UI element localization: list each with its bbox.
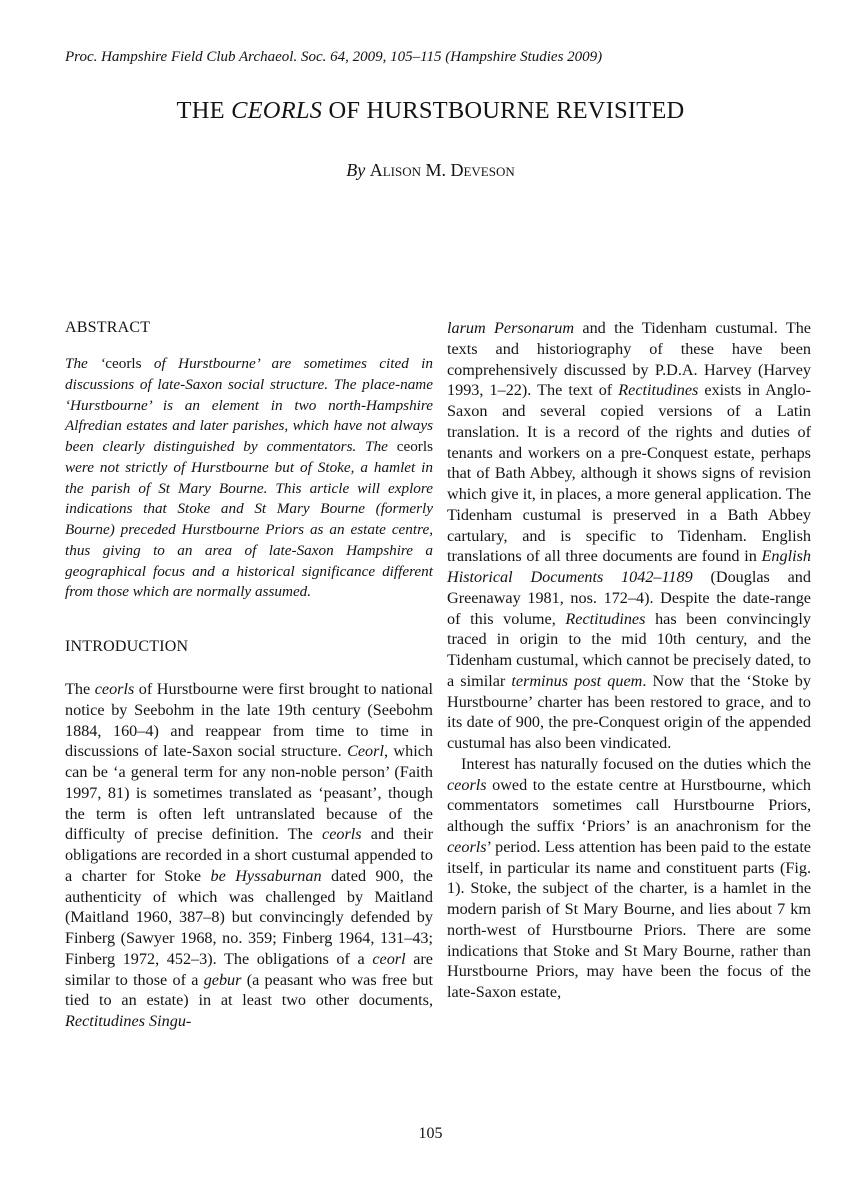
author-name: Alison M. Deveson [369,160,515,180]
p2-text: Interest has naturally focused on the duties which the [461,754,811,773]
p1-italic: terminus post quem [511,671,643,690]
introduction-paragraph-2 [447,754,811,1003]
p1-italic: Rectitudines [618,381,699,400]
p1-text: dated 900, the authenticity of which was challenged by Maitland (Maitland 1960, 387–8) but convincingly defended by Finberg (Sawyer 1968, no. 359; Finberg 1964, 131–43; Finberg 1972, 452–3). The obligations of a [65,866,433,968]
p1-text: exists in Anglo-Saxon and several copied versions of a Latin translation. It is a record of the rights and duties of tenants and workers on a pre-Conquest estate, perhaps that of Bath Abbey, although it shows signs of revision which give it, in places, a more general application. The Tidenham custumal is preserved in a Bath Abbey cartulary, and is specific to Tidenham. English translations of all three documents are found in [447,381,811,566]
p1-text: , which can be ‘a general term for any non-noble person’ (Faith 1997, 81) is sometimes translated as ‘peasant’, though the term is often left untranslated because of the difficulty of precise definition. The [65,742,433,844]
p1-text: (a peasant who was free but tied to an estate) in at least two other documents, [65,970,433,1010]
p1-text: of Hurstbourne were first brought to national notice by Seebohm in the late 19th century (Seebohm 1884, 160–4) and reappear from time to time in discussions of late-Saxon social structure. [65,680,433,761]
running-head: Proc. Hampshire Field Club Archaeol. Soc. 64, 2009, 105–115 (Hampshire Studies 2009) [65,49,603,65]
p1-italic: ceorls [322,825,362,844]
p1-text: . Now that the ‘Stoke by Hurstbourne’ charter has been restored to grace, and to its date of 900, the pre-Conquest origin of the appended custumal has also been vindicated. [447,671,811,752]
article-title [0,96,861,126]
byline-by: By [346,160,366,180]
p1-italic: English Historical Documents 1042–1189 [447,547,811,586]
page-number: 105 [418,1125,443,1142]
p1-italic: Rectitudines [565,609,646,628]
title-emphasis: CEORLS [231,97,323,124]
abstract-text-3: were not strictly of Hurstbourne but of Stoke, a hamlet in the parish of St Mary Bourne. This article will explore indications that Stoke and St Mary Bourne (formerly Bourne) preceded Hurstbourne Priors as an estate centre, thus giving to an area of late-Saxon Hampshire a geographical focus and a historical significance different from those which are normally assumed. [65,458,433,601]
introduction-paragraph-1 [65,679,433,1032]
p1-italic: be Hyssaburnan [210,866,322,885]
abstract-term-ceorls: ceorls [105,355,142,372]
abstract-text-2: of Hurstbourne’ are sometimes cited in discussions of late-Saxon social structure. The place-name ‘Hurstbourne’ is an element in two north-Hampshire Alfredian estates and later parishes, which have not always been clearly distinguished by commentators. The [65,355,433,455]
introduction-paragraph-1-continued [447,318,811,754]
p1-italic: ceorl [372,949,406,968]
right-column [447,318,811,1003]
p1-text: The [65,680,95,698]
left-column [65,318,433,1032]
abstract-text-1: The ‘ [65,355,106,372]
p2-italic: ceorls [447,775,487,794]
p2-text: owed to the estate centre at Hurstbourne, which commentators sometimes call Hurstbourne Priors, although the suffix ‘Priors’ is an anachronism for the [447,775,811,835]
p1-italic: gebur [203,970,242,989]
p1-italic-continued: larum Personarum [447,319,575,337]
p1-text: has been convincingly traced in origin to the mid 10th century, and the Tidenham custumal, which cannot be precisely dated, to a similar [447,609,811,690]
title-suffix: OF HURSTBOURNE REVISITED [322,97,685,124]
p1-italic: ceorls [94,680,135,698]
p1-text: are similar to those of a [65,949,433,989]
p2-text: ’ period. Less attention has been paid to the estate itself, in particular its name and constituent parts (Fig. 1). Stoke, the subject of the charter, is a hamlet in the modern parish of St Mary Bourne, and lies about 7 km north-west of Hurstbourne Priors. There are some indications that Stoke and St Mary Bourne, rather than Hurstbourne Priors, may have been the focus of the late-Saxon estate, [447,837,811,1001]
abstract-term-ceorls-2: ceorls [396,438,433,455]
p1-text: (Douglas and Greenaway 1981, nos. 172–4). Despite the date-range of this volume, [447,568,811,628]
p1-text: and the Tidenham custumal. The texts and historiography of these have been comprehensively discussed by P.D.A. Harvey (Harvey 1993, 1–22). The text of [447,319,811,400]
p1-italic: Ceorl [347,742,384,761]
p2-italic: ceorls [447,837,487,856]
p1-text: and their obligations are recorded in a short custumal appended to a charter for Stoke [65,825,433,885]
abstract-heading: ABSTRACT [65,319,151,336]
author-byline [0,159,861,181]
p1-italic: Rectitudines Singu- [65,1012,192,1030]
abstract-paragraph [65,354,433,603]
introduction-heading: INTRODUCTION [65,638,189,655]
title-prefix: THE [176,97,232,124]
